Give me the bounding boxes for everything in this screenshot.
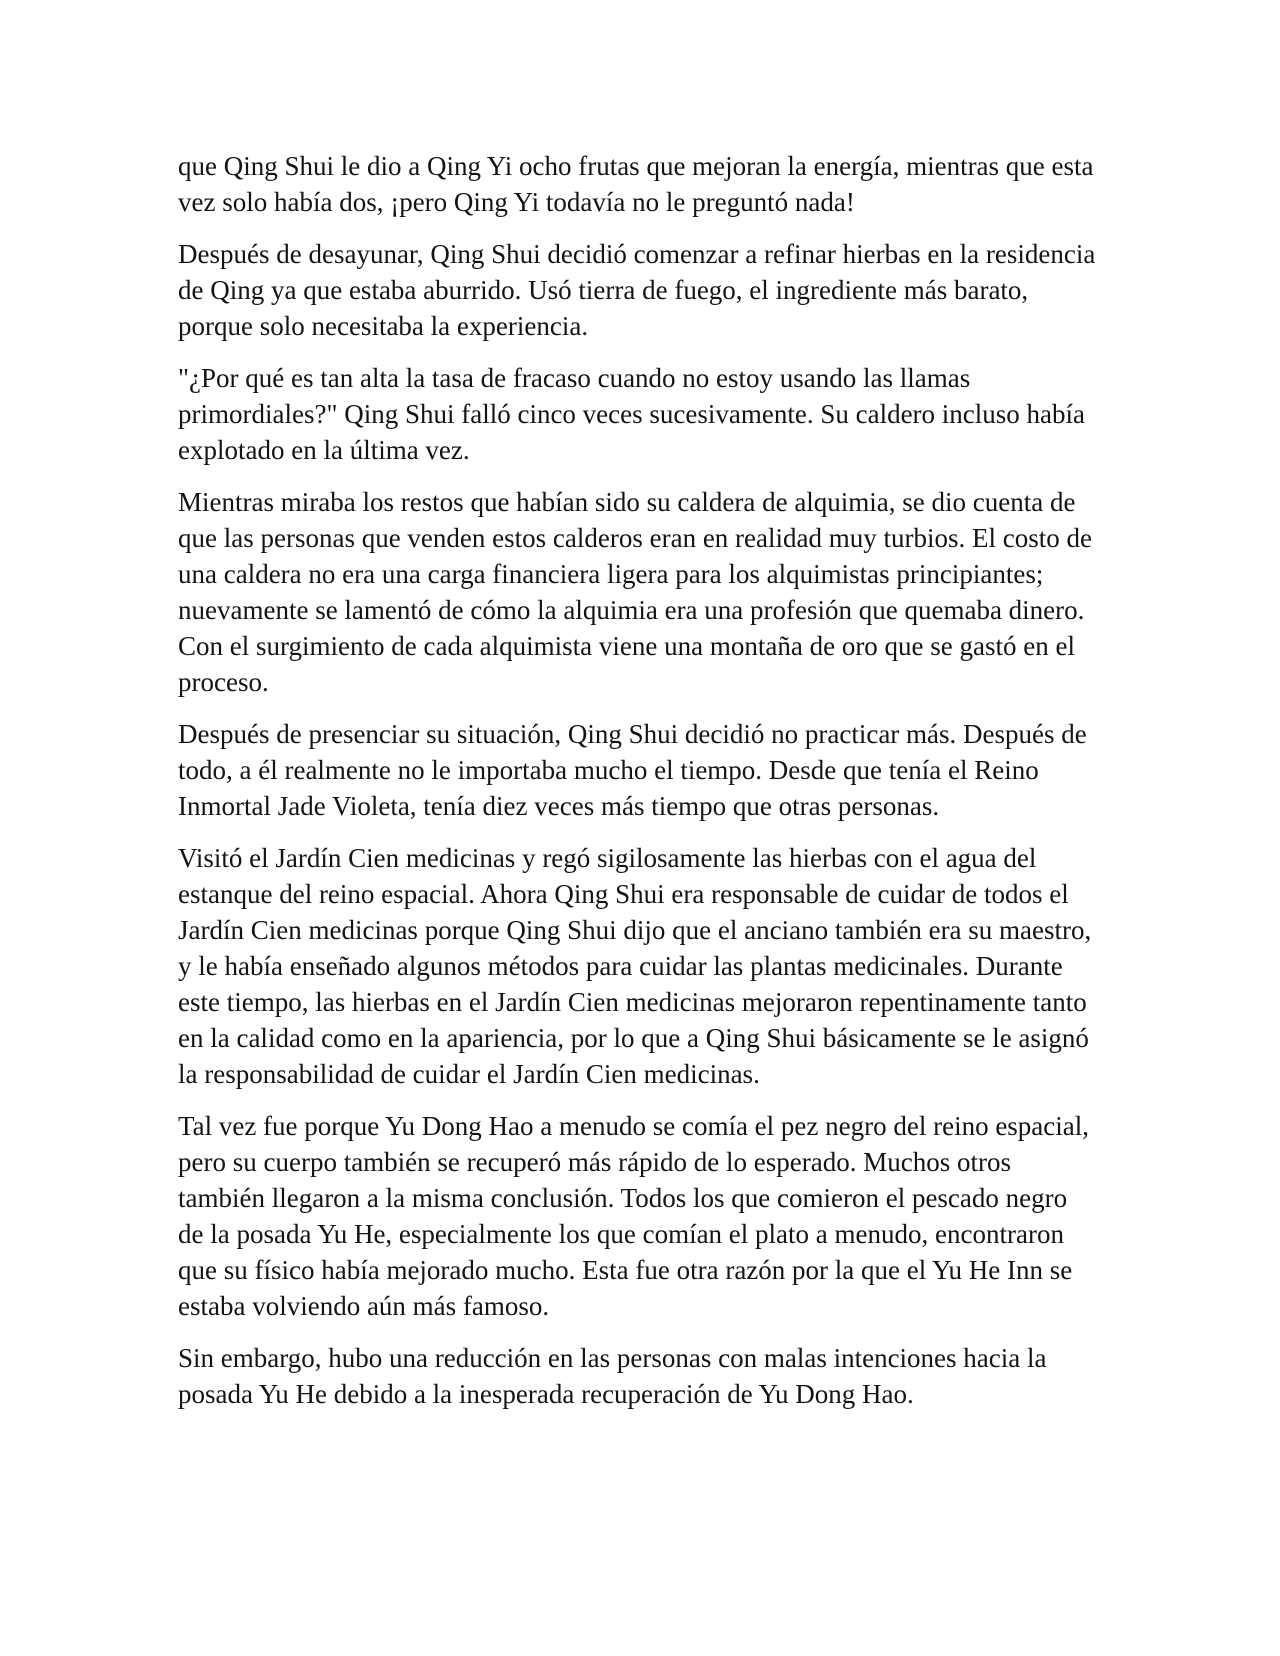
paragraph-6: Visitó el Jardín Cien medicinas y regó sigilosamente las hierbas con el agua del estanque del reino espacial. Ahora Qing Shui era responsable de cuidar de todos el Jardín Cien medicinas porque Qing Shui dijo que el anciano también era su maestro, y le había enseñado algunos métodos para cuidar las plantas medicinales. Durante este tiempo, las hierbas en el Jardín Cien medicinas mejoraron repentinamente tanto en la calidad como en la apariencia, por lo que a Qing Shui básicamente se le asignó la responsabilidad de cuidar el Jardín Cien medicinas. bbox=[178, 843, 1092, 1089]
document-page bbox=[178, 148, 1098, 1428]
paragraph-4: Mientras miraba los restos que habían sido su caldera de alquimia, se dio cuenta de que las personas que venden estos calderos eran en realidad muy turbios. El costo de una caldera no era una carga financiera ligera para los alquimistas principiantes; nuevamente se lamentó de cómo la alquimia era una profesión que quemaba dinero. Con el surgimiento de cada alquimista viene una montaña de oro que se gastó en el proceso. bbox=[178, 487, 1092, 697]
paragraph-1: que Qing Shui le dio a Qing Yi ocho frutas que mejoran la energía, mientras que esta vez solo había dos, ¡pero Qing Yi todavía no le preguntó nada! bbox=[178, 151, 1094, 217]
paragraph-8: Sin embargo, hubo una reducción en las personas con malas intenciones hacia la posada Yu He debido a la inesperada recuperación de Yu Dong Hao. bbox=[178, 1343, 1047, 1409]
paragraph-7: Tal vez fue porque Yu Dong Hao a menudo se comía el pez negro del reino espacial, pero su cuerpo también se recuperó más rápido de lo esperado. Muchos otros también llegaron a la misma conclusión. Todos los que comieron el pescado negro de la posada Yu He, especialmente los que comían el plato a menudo, encontraron que su físico había mejorado mucho. Esta fue otra razón por la que el Yu He Inn se estaba volviendo aún más famoso. bbox=[178, 1111, 1090, 1321]
paragraph-2: Después de desayunar, Qing Shui decidió comenzar a refinar hierbas en la residencia de Qing ya que estaba aburrido. Usó tierra de fuego, el ingrediente más barato, porque solo necesitaba la experiencia. bbox=[178, 239, 1096, 341]
paragraph-3: "¿Por qué es tan alta la tasa de fracaso cuando no estoy usando las llamas primordiales?" Qing Shui falló cinco veces sucesivamente. Su caldero incluso había explotado en la última vez. bbox=[178, 363, 1086, 465]
paragraph-5: Después de presenciar su situación, Qing Shui decidió no practicar más. Después de todo, a él realmente no le importaba mucho el tiempo. Desde que tenía el Reino Inmortal Jade Violeta, tenía diez veces más tiempo que otras personas. bbox=[178, 719, 1087, 821]
